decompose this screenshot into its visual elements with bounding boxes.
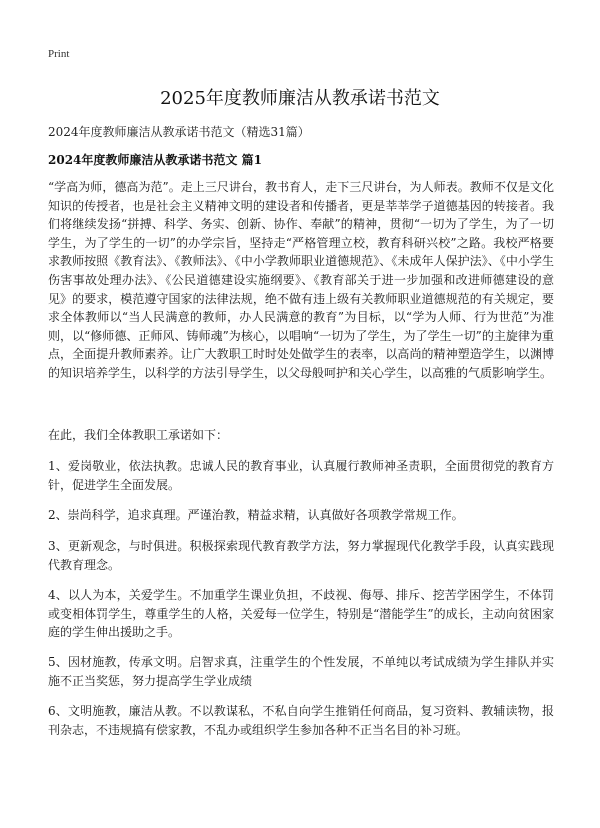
pledge-item: 3、更新观念，与时俱进。积极探索现代教育教学方法，努力掌握现代化教学手段，认真实践现代教育理念。: [48, 539, 554, 572]
pledge-lead-paragraph: 在此，我们全体教职工承诺如下：: [48, 428, 229, 442]
pledge-item: 5、因材施教，传承文明。启智求真，注重学生的个性发展，不单纯以考试成绩为学生排队并实施不正当奖惩，努力提高学生学业成绩: [48, 655, 554, 688]
document-subtitle: 2024年度教师廉洁从教承诺书范文（精选31篇）: [48, 125, 310, 139]
pledge-item: 6、文明施教，廉洁从教。不以教谋私，不私自向学生推销任何商品，复习资料、教辅读物，报刊杂志，不违规搞有偿家教，不乱办或组织学生参加各种不正当名目的补习班。: [48, 704, 554, 737]
intro-paragraph: “学高为师，德高为范”。走上三尺讲台，教书育人，走下三尺讲台，为人师表。教师不仅是文化知识的传授者，也是社会主义精神文明的建设者和传播者，更是莘莘学子道德基因的转接者。我们将继续发扬“拼搏、科学、务实、创新、协作、奉献”的精神，贯彻“一切为了学生，为了一切学生，为了学生的一切”的办学宗旨，坚持走“严格管理立校，教育科研兴校”之路。我校严格要求教师按照《教育法》、《教师法》、《中小学教师职业道德规范》、《未成年人保护法》、《中小学生伤害事故处理办法》、《公民道德建设实施纲要》、《教育部关于进一步加强和改进师德建设的意见》的要求，模范遵守国家的法律法规，绝不做有违上级有关教师职业道德规范的有关规定，要求全体教师以“当人民满意的教师，办人民满意的教育”为目标，以“学为人师、行为世范”为准则，以“修师德、正师风、铸师魂”为核心，以唱响“一切为了学生，为了学生一切”的主旋律为重点，全面提升教师素养。让广大教职工时时处处做学生的表率，以高尚的精神塑造学生，以渊博的知识培养学生，以科学的方法引导学生，以父母般呵护和关心学生，以高雅的气质影响学生。: [48, 180, 554, 380]
pledge-item: 1、爱岗敬业，依法执教。忠诚人民的教育事业，认真履行教师神圣责职，全面贯彻党的教育方针，促进学生全面发展。: [48, 459, 554, 492]
print-label: Print: [48, 48, 70, 60]
pledge-item: 4、以人为本，关爱学生。不加重学生课业负担，不歧视、侮辱、排斥、挖苦学困学生，不体罚或变相体罚学生，尊重学生的人格，关爱每一位学生，特别是“潜能学生”的成长，主动向贫困家庭的学生伸出援助之手。: [48, 588, 554, 640]
pledge-item: 2、崇尚科学，追求真理。严谨治教，精益求精，认真做好各项教学常规工作。: [48, 508, 464, 522]
section-heading: 2024年度教师廉洁从教承诺书范文 篇1: [48, 153, 262, 167]
document-title: 2025年度教师廉洁从教承诺书范文: [160, 88, 440, 109]
